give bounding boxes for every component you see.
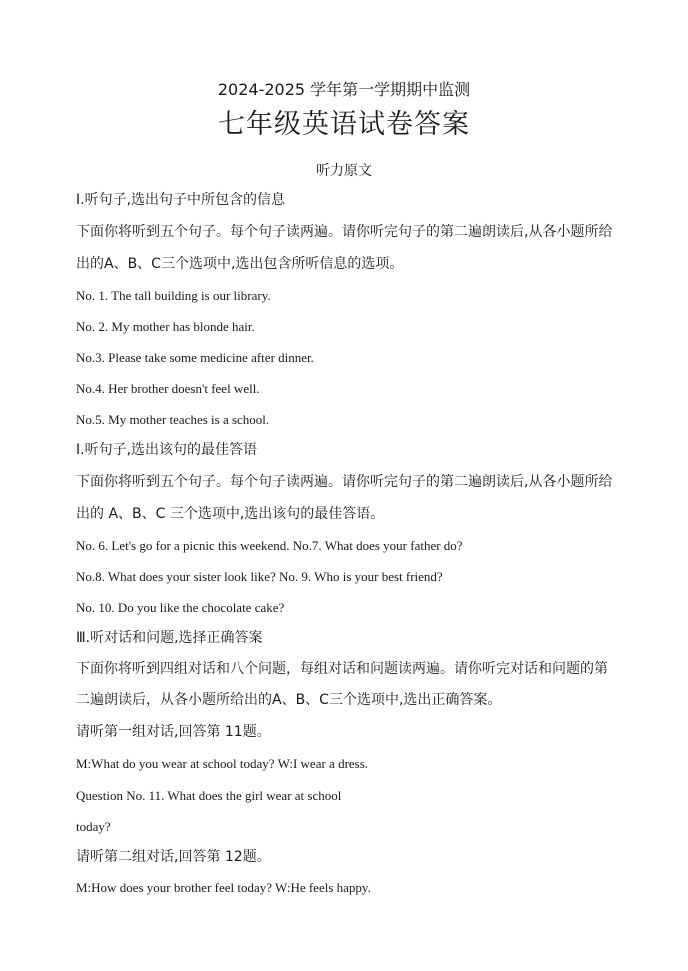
page-title: 七年级英语试卷答案	[218, 109, 470, 140]
transcript-line: No. 6. Let's go for a picnic this weekend. No.7. What does your father do?	[76, 538, 463, 553]
transcript-line: No.8. What does your sister look like? No. 9. Who is your best friend?	[76, 569, 443, 584]
exam-term: 2024-2025 学年第一学期期中监测	[217, 80, 471, 99]
transcript-line: No. 10. Do you like the chocolate cake?	[76, 600, 285, 615]
section-heading: I.听句子,选出该句的最佳答语	[76, 442, 258, 458]
section-subtitle: 听力原文	[316, 163, 372, 179]
transcript-line: today?	[76, 819, 111, 834]
section-heading: Ⅲ.听对话和问题,选择正确答案	[76, 630, 263, 646]
section-heading: I.听句子,选出句子中所包含的信息	[76, 192, 286, 208]
transcript-line: No.4. Her brother doesn't feel well.	[76, 381, 260, 396]
transcript-line: No.5. My mother teaches is a school.	[76, 412, 270, 427]
instruction-text: 二遍朗读后，从各小题所给出的A、B、C三个选项中,选出正确答案。	[76, 692, 502, 708]
instruction-text: 出的 A、B、C 三个选项中,选出该句的最佳答语。	[76, 506, 385, 522]
transcript-line: M:How does your brother feel today? W:He feels happy.	[76, 880, 371, 895]
transcript-line: No. 1. The tall building is our library.	[76, 288, 271, 303]
transcript-line: Question No. 11. What does the girl wear at school	[76, 788, 342, 803]
dialogue-prompt: 请听第一组对话,回答第 11题。	[76, 724, 271, 740]
instruction-text: 下面你将听到五个句子。每个句子读两遍。请你听完句子的第二遍朗读后,从各小题所给	[76, 224, 613, 240]
transcript-line: No.3. Please take some medicine after dinner.	[76, 350, 314, 365]
transcript-line: No. 2. My mother has blonde hair.	[76, 319, 255, 334]
transcript-line: M:What do you wear at school today? W:I wear a dress.	[76, 756, 369, 771]
instruction-text: 出的A、B、C三个选项中,选出包含所听信息的选项。	[76, 256, 404, 272]
dialogue-prompt: 请听第二组对话,回答第 12题。	[76, 849, 271, 865]
instruction-text: 下面你将听到五个句子。每个句子读两遍。请你听完句子的第二遍朗读后,从各小题所给	[76, 474, 613, 490]
instruction-text: 下面你将听到四组对话和八个问题，每组对话和问题读两遍。请你听完对话和问题的第	[76, 661, 608, 677]
